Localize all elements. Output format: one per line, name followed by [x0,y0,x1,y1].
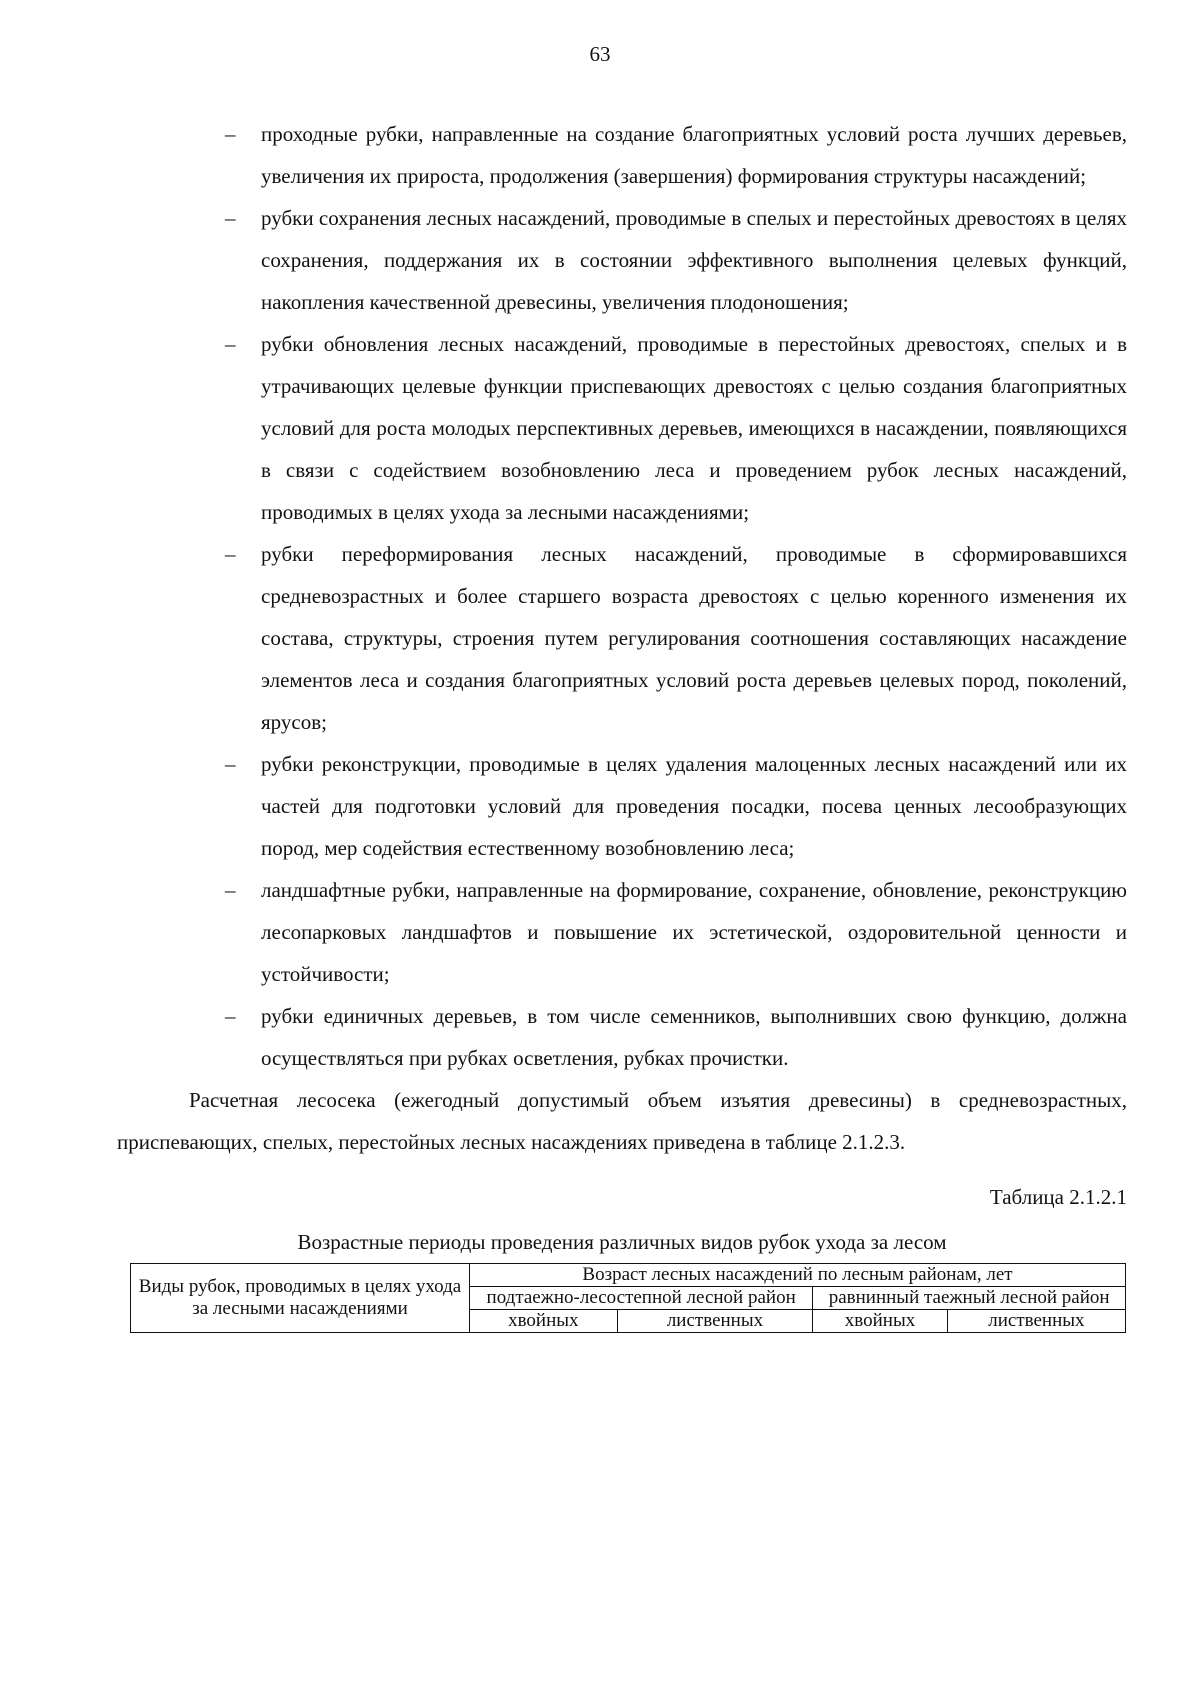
dash-bullet: – [225,878,236,902]
list-item: – рубки сохранения лесных насаждений, проводимые в спелых и перестойных древостоях в целях сохранения, поддержания их в состоянии эффективного выполнения целевых функций, накопления качественной древесины, увеличения плодоношения; [117,197,1127,323]
dash-bullet: – [225,1004,236,1028]
dash-bullet: – [225,542,236,566]
table-row [131,1264,1126,1287]
subheader-cell: лиственных [947,1310,1125,1333]
page-content [117,113,1127,1333]
row-header-cell: Виды рубок, проводимых в целях ухода за лесными насаждениями [131,1264,470,1333]
list-item: – рубки переформирования лесных насаждений, проводимые в сформировавшихся средневозрастных и более старшего возраста древостоях с целью коренного изменения их состава, структуры, строения путем регулирования соотношения составляющих насаждение элементов леса и создания благоприятных условий роста деревьев целевых пород, поколений, ярусов; [117,533,1127,743]
age-periods-table [130,1263,1126,1333]
body-paragraph: Расчетная лесосека (ежегодный допустимый объем изъятия древесины) в средневозрастных, приспевающих, спелых, перестойных лесных насаждениях приведена в таблице 2.1.2.3. [117,1088,1127,1154]
list-item: – проходные рубки, направленные на создание благоприятных условий роста лучших деревьев, увеличения их прироста, продолжения (завершения) формирования структуры насаждений; [117,113,1127,197]
dash-bullet: – [225,206,236,230]
region-header-cell: подтаежно-лесостепной лесной район [470,1287,813,1310]
dash-bullet: – [225,752,236,776]
subheader-cell: хвойных [813,1310,947,1333]
subheader-cell: лиственных [617,1310,813,1333]
group-header-cell: Возраст лесных насаждений по лесным районам, лет [470,1264,1126,1287]
subheader-cell: хвойных [470,1310,618,1333]
dash-bullet: – [225,332,236,356]
dash-bullet: – [225,122,236,146]
list-item: – рубки обновления лесных насаждений, проводимые в перестойных древостоях, спелых и в утрачивающих целевые функции приспевающих древостоях с целью создания благоприятных условий для роста молодых перспективных деревьев, имеющихся в насаждении, появляющихся в связи с содействием возобновлению леса и проведением рубок лесных насаждений, проводимых в целях ухода за лесными насаждениями; [117,323,1127,533]
region-header-cell: равнинный таежный лесной район [813,1287,1126,1310]
list-item: – рубки единичных деревьев, в том числе семенников, выполнивших свою функцию, должна осуществляться при рубках осветления, рубках прочистки. [117,995,1127,1079]
cutting-types-list [117,113,1127,1079]
list-item: – ландшафтные рубки, направленные на формирование, сохранение, обновление, реконструкцию лесопарковых ландшафтов и повышение их эстетической, оздоровительной ценности и устойчивости; [117,869,1127,995]
page-number: 63 [589,42,611,66]
table-caption: Таблица 2.1.2.1 [989,1185,1127,1209]
table-title: Возрастные периоды проведения различных видов рубок ухода за лесом [297,1230,947,1254]
list-item: – рубки реконструкции, проводимые в целях удаления малоценных лесных насаждений или их частей для подготовки условий для проведения посадки, посева ценных лесообразующих пород, мер содействия естественному возобновлению леса; [117,743,1127,869]
